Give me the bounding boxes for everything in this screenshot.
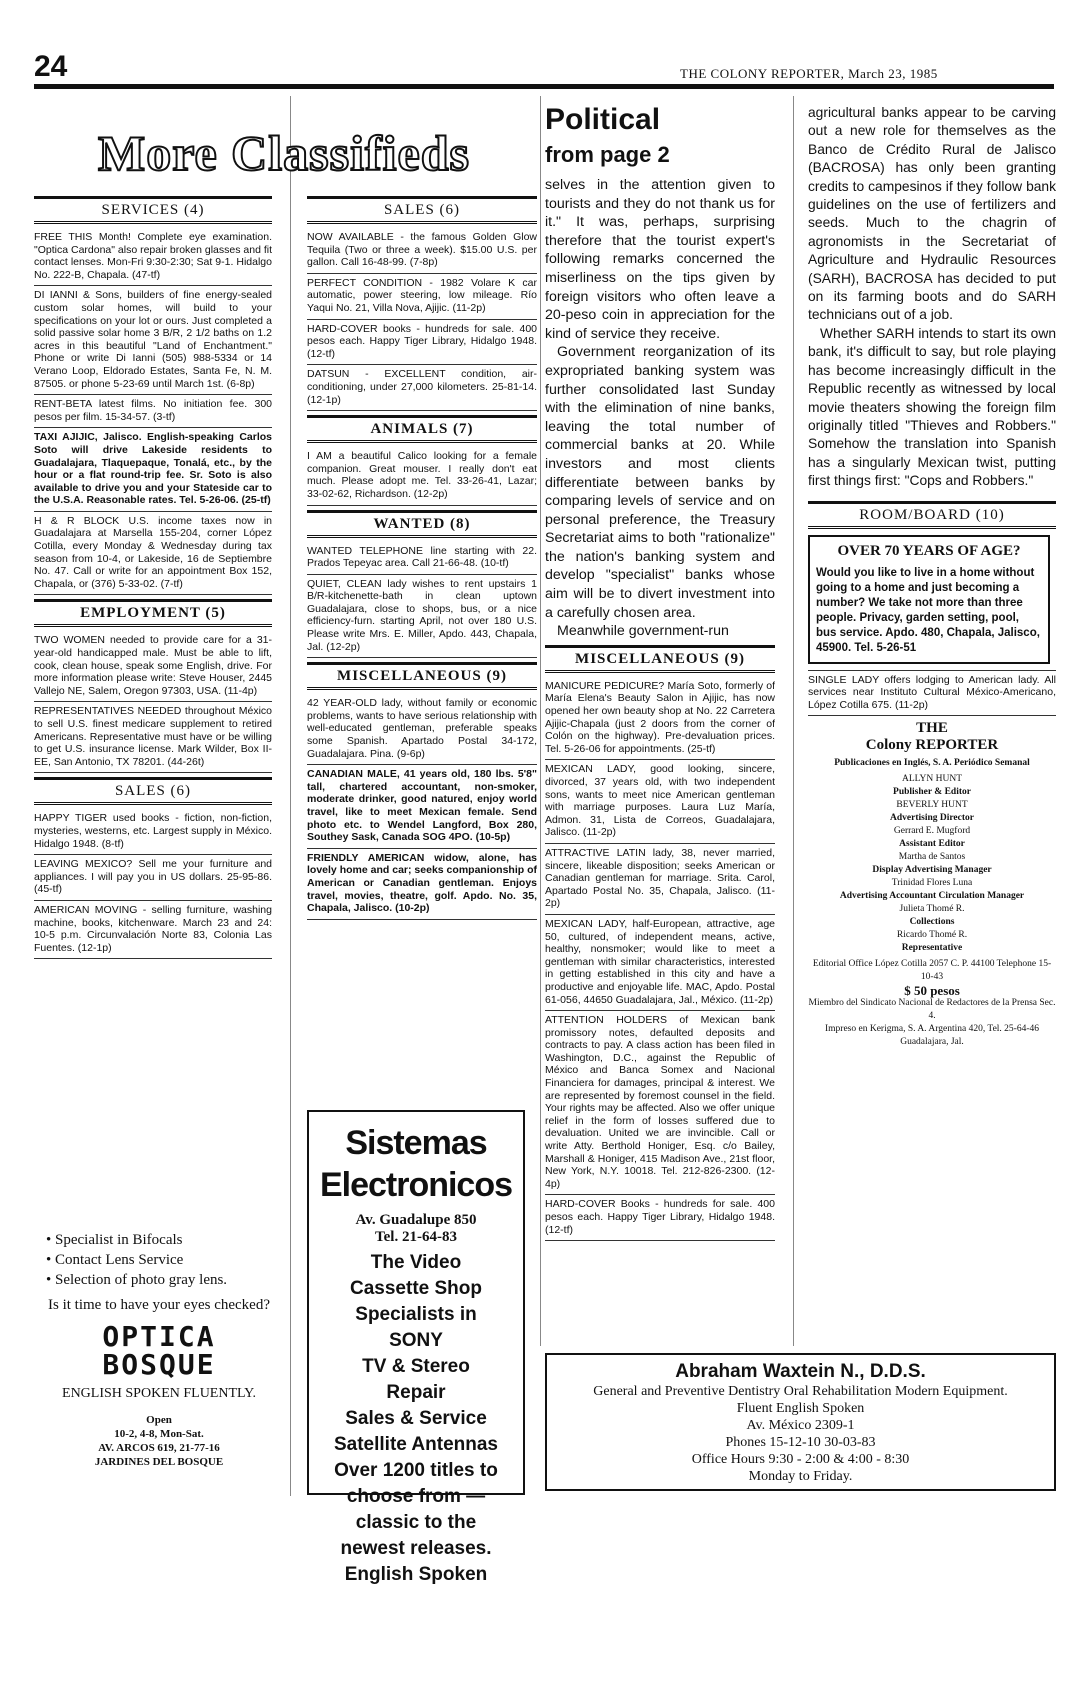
article-paragraph: selves in the attention given to tourists and they do not thank us for it." It was, perhaps, surprising therefore that the tourist expert's following remarks concerned the miserliness on the tips given by foreign visitors who often leave a 20-peso coin in appreciation for the kind of service they receive. (545, 177, 775, 342)
classified-ad: QUIET, CLEAN lady wishes to rent upstairs 1 B/R-kitchenette-bath in clean uptown Guadalajara, close to shops, bus, or a nice efficiency-furn. starting April, not over 180 U.S. Please write Mrs. E. Miller, Apdo. 443, Chapala, Jal. (12-2p) (307, 575, 537, 659)
optica-area: JARDINES DEL BOSQUE (94, 1456, 224, 1468)
article-headline: Political (545, 104, 661, 136)
employment-header: EMPLOYMENT (5) (34, 599, 272, 627)
room-board-header: ROOM/BOARD (10) (808, 501, 1056, 529)
classified-ad: DI IANNI & Sons, builders of fine energy-sealed custom solar homes, will build to your specifications on your lot or ours. Just completed a solid passive solar home 3 B/R, 2 1/2 baths on 1.2 acres in this beautiful "Land of Enchantment." Phone or write Di Ianni (505) 988-5334 or 14 Verano Loop, Eldorado Estates, Santa Fe, N. M. 87505. or phone 5-23-69 until March 1st. (6-8p) (34, 286, 272, 395)
classified-ad: I AM a beautiful Calico looking for a female companion. Great mouser. I really don't eat much. Please adopt me. Tel. 33-26-41, Lazar; 33-02-62, Richardson. (12-2p) (307, 447, 537, 505)
optica-address: AV. ARCOS 619, 21-77-16 (98, 1442, 220, 1454)
column-d (808, 104, 1056, 1344)
optica-open: Open (146, 1414, 172, 1426)
reporter-member: Miembro del Sindicato Nacional de Redactores de la Prensa Sec. 4. (808, 998, 1056, 1022)
staff-name: ALLYN HUNT (902, 774, 962, 785)
optica-service: • Specialist in Bifocals (46, 1230, 280, 1250)
optica-service: • Contact Lens Service (46, 1250, 280, 1270)
sistemas-line: Satellite Antennas (333, 1434, 498, 1455)
staff-role: Display Advertising Manager (872, 865, 992, 876)
sales-header: SALES (6) (307, 196, 537, 224)
wanted-header: WANTED (8) (307, 510, 537, 538)
reporter-office: Editorial Office López Cotilla 2057 C. P. 44100 Telephone 15-10-43 (812, 959, 1052, 983)
classified-ad: DATSUN - EXCELLENT condition, air-conditioning, under 27,000 kilometers. 25-81-14. (12-1p) (307, 365, 537, 411)
top-rule (34, 84, 1054, 89)
classified-ad: HAPPY TIGER used books - fiction, non-fiction, mysteries, westerns, etc. Largest supply in México. Hidalgo 1948. (8-tf) (34, 809, 272, 855)
sistemas-line: Over 1200 titles to (334, 1460, 498, 1481)
sistemas-line: choose from — (346, 1486, 486, 1507)
dentist-phones: Phones 15-12-10 30-03-83 (725, 1435, 876, 1450)
classified-ad: CANADIAN MALE, 41 years old, 180 lbs. 5'8" tall, chartered accountant, non-smoker, moderate drinker, good natured, enjoy world travel, like to meet Mexican female. Send photo etc. to Wendel Langford, Box 280, Southey Sask, Canada SOG 4PO. (10-5p) (307, 765, 537, 849)
reporter-printer: Impreso en Kerigma, S. A. Argentina 420, Tel. 25-64-46 Guadalajara, Jal. (824, 1024, 1040, 1048)
optica-service: • Selection of photo gray lens. (46, 1270, 280, 1290)
classified-ad: REPRESENTATIVES NEEDED throughout México to sell U.S. finest medicare supplement to retired Americans. Representative must have or be willing to get U.S. insurance license. Mark Wilder, Box II-EE, San Antonio, TX 78201. (44-26t) (34, 702, 272, 773)
classified-ad: TAXI AJIJIC, Jalisco. English-speaking Carlos Soto will drive Lakeside residents to Guadalajara, Tlaquepaque, Tonalá, etc., by the hour or a flat round-trip fee. Sr. Soto is also available to drive you and your Stateside car to the U.S.A. Reasonable rates. Tel. 5-26-06. (25-tf) (34, 428, 272, 512)
classified-ad: MEXICAN LADY, half-European, attractive, age 50, cultured, of independent means, active, healthy, nonsmoker; would like to meet a gentleman with similar characteristics, interested in getting established in this city and have a productive and enjoyable life. MAC, Apdo. Postal 61-056, 44650 Guadalajara, Jal., México. (11-2p) (545, 915, 775, 1011)
dentist-address: Av. México 2309-1 (746, 1418, 855, 1433)
classified-ad: SINGLE LADY offers lodging to American lady. All services near Instituto Cultural México-Americano, López Cotilla 675. (11-2p) (808, 670, 1056, 717)
dentist-ad (545, 1353, 1056, 1491)
animals-header: ANIMALS (7) (307, 415, 537, 443)
staff-name: Trinidad Flores Luna (891, 878, 973, 889)
classified-ad: RENT-BETA latest films. No initiation fee. 300 pesos per film. 15-34-57. (3-tf) (34, 395, 272, 428)
classified-ad: 42 YEAR-OLD lady, without family or economic problems, wants to have serious relationship with well-educated gentleman, preferable speaks some Spanish. Apartado Postal 34-172, Guadalajara. Pina. (9-6p) (307, 694, 537, 765)
optica-english: ENGLISH SPOKEN FLUENTLY. (62, 1386, 256, 1401)
classified-ad: LEAVING MEXICO? Sell me your furniture and appliances. I will pay you in US dollars. 25-95-86. (45-tf) (34, 855, 272, 901)
staff-role: Advertising Director (890, 813, 974, 824)
classified-ad: H & R BLOCK U.S. income taxes now in Guadalajara at Marsella 155-204, corner López Cotilla, every Monday & Wednesday during tax season from 10-4, or Lakeside, 16 de Septiembre No. 47. Call or write for an appointment Box 152, Chapala, or (376) 5-33-02. (7-tf) (34, 512, 272, 596)
column-divider (540, 96, 541, 1346)
staff-role: Representative (901, 943, 963, 954)
staff-name: BEVERLY HUNT (896, 800, 968, 811)
misc-header: MISCELLANEOUS (9) (545, 645, 775, 673)
services-header: SERVICES (4) (34, 196, 272, 224)
sistemas-line: English Spoken (344, 1564, 488, 1585)
classified-ad: AMERICAN MOVING - selling furniture, washing machine, books, kitchenware. March 23 and 24: 10-5 p.m. Circunvalación Norte 83, Colonia Las Fuentes. (12-1p) (34, 901, 272, 959)
over-70-title: OVER 70 YEARS OF AGE? (837, 542, 1021, 559)
dentist-services: General and Preventive Dentistry Oral Rehabilitation Modern Equipment. (593, 1384, 1008, 1399)
misc-header: MISCELLANEOUS (9) (307, 662, 537, 690)
classified-ad: FRIENDLY AMERICAN widow, alone, has lovely home and car; seeks companionship of American or Canadian gentleman. Enjoys travel, movies, theatre, golf. Apdo. No. 35, Chapala, Jalisco. (10-2p) (307, 849, 537, 920)
dentist-name: Abraham Waxtein N., D.D.S. (675, 1361, 926, 1382)
reporter-the: THE (916, 720, 948, 737)
staff-role: Collections (909, 917, 955, 928)
reporter-tagline: Publicaciones en Inglés, S. A. Periódico Semanal (834, 758, 1030, 769)
sistemas-line: TV & Stereo (362, 1356, 470, 1377)
staff-name: Ricardo Thomé R. (896, 930, 968, 941)
column-b (307, 192, 537, 1102)
sistemas-line: SONY (389, 1330, 443, 1351)
staff-role: Assistant Editor (899, 839, 965, 850)
optica-ad (34, 1230, 284, 1500)
classified-ad: HARD-COVER books - hundreds for sale. 400 pesos each. Happy Tiger Library, Hidalgo 1948. (12-tf) (307, 320, 537, 366)
article-body (808, 104, 1056, 491)
article-paragraph: Whether SARH intends to start its own bank, it's difficult to say, but role playing has become increasingly difficult in the Republic recently as witnessed by local movie theaters showing the foreign film originally titled "Thieves and Robbers." Somehow the translation into Spanish has a singularly Mexican twist, putting first things first: "Cops and Robbers." (808, 325, 1056, 489)
classified-ad: FREE THIS Month! Complete eye examination. "Optica Cardona" also repair broken glasses and fit contact lenses. Mon-Fri 9:30-2:30; Sat 9-1. Hidalgo No. 222-B, Chapala. (47-tf) (34, 228, 272, 286)
staff-name: Gerrard E. Mugford (893, 826, 971, 837)
classified-ad: ATTRACTIVE LATIN lady, 38, never married, sincere, likeable disposition; seeks American or Canadian gentleman for marriage. Srita. Carol, Apartado Postal No. 35, Chapala, Jalisco. (11-2p) (545, 844, 775, 915)
sistemas-line: Specialists in (355, 1304, 477, 1325)
optica-hours: 10-2, 4-8, Mon-Sat. (114, 1428, 204, 1440)
column-a (34, 192, 272, 959)
classified-ad: WANTED TELEPHONE line starting with 22. Prados Tepeyac area. Call 21-66-48. (10-tf) (307, 542, 537, 575)
sistemas-line: The Video (370, 1252, 462, 1273)
over-70-body: Would you like to live in a home without going to a home and just becoming a number? We take not more than three people. Privacy, garden setting, pool, bus service. Apdo. 480, Chapala, Jalisco, 45900. Tel. 5-26-51 (816, 566, 1040, 654)
sistemas-line: Repair (386, 1382, 446, 1403)
staff-name: Martha de Santos (898, 852, 966, 863)
article-body (545, 176, 775, 641)
dentist-hours: Office Hours 9:30 - 2:00 & 4:00 - 8:30 (691, 1452, 910, 1467)
optica-logo-bottom: BOSQUE (102, 1348, 216, 1381)
optica-logo (34, 1320, 284, 1381)
column-c (545, 104, 775, 1344)
publication-masthead: THE COLONY REPORTER, March 23, 1985 (680, 66, 938, 81)
article-paragraph: Meanwhile government-run (557, 623, 729, 640)
dentist-days: Monday to Friday. (748, 1469, 853, 1484)
sistemas-line: classic to the (355, 1512, 477, 1533)
staff-name: Julieta Thomé R. (899, 904, 965, 915)
sales-header: SALES (6) (34, 777, 272, 805)
classified-ad: TWO WOMEN needed to provide care for a 31-year-old handicapped male. Must be able to lift, cook, clean house, speak some English, drive. For more information please write: Steve Houser, 2445 Vallejo NE, Salem, Oregon 97303, USA. (11-4p) (34, 631, 272, 702)
sistemas-line: Sales & Service (345, 1408, 487, 1429)
sistemas-line: newest releases. (340, 1538, 492, 1559)
classified-ad: PERFECT CONDITION - 1982 Volare K car automatic, power steering, low mileage. Río Yaqui No. 21, Villa Nova, Ajijic. (11-2p) (307, 274, 537, 320)
page-number: 24 (34, 50, 68, 83)
staff-role: Publisher & Editor (893, 787, 971, 798)
sistemas-ad (307, 1110, 525, 1585)
classified-ad: MEXICAN LADY, good looking, sincere, divorced, 37 years old, with two independent sons, wants to meet nice American gentleman with marriage purposes. Laura Luz María, Admon. 31, Lista de Correos, Guadalajara, Jalisco. (11-2p) (545, 760, 775, 844)
sistemas-title: Electronicos (319, 1166, 513, 1204)
column-divider (290, 96, 291, 1496)
reporter-staff-box (808, 720, 1056, 1049)
section-title: More Classifieds (98, 125, 470, 181)
sistemas-line: Cassette Shop (350, 1278, 482, 1299)
reporter-name: Colony REPORTER (865, 737, 999, 754)
reporter-price: $ 50 pesos (904, 983, 960, 999)
article-paragraph: Government reorganization of its expropriated banking system was further consolidated last Sunday with the elimination of nine banks, leaving the total number of commercial banks at 20. While investors and most clients differentiate between banks by comparing levels of service and on personal preference, the Treasury Secretariat aims to both "rationalize" the nation's banking system and develop "specialist" banks whose aim will be to divert investment into a carefully chosen area. (545, 344, 775, 621)
dentist-english: Fluent English Spoken (736, 1401, 865, 1416)
over-70-ad (808, 535, 1050, 664)
classified-ad: NOW AVAILABLE - the famous Golden Glow Tequila (Two or three a week). $15.00 U.S. per gallon. Call 16-48-99. (7-8p) (307, 228, 537, 274)
staff-role: Advertising Accountant Circulation Manager (839, 891, 1025, 902)
column-divider (793, 96, 794, 1346)
classified-ad: ATTENTION HOLDERS of Mexican bank promissory notes, defaulted deposits and contracts to pay. A class action has been filed in Washington, D.C., against the Republic of México and Banca Somex and Nacional Financiera for damages, principal & interest. We are represented by foremost counsel in the field. Your rights may be affected. Also we offer unique relief in the form of losses suffered due to devaluation. United we are invincible. Call or write Atty. Berthold Honiger, Esq. c/o Bailey, Marshall & Honiger, 415 Madison Ave., 21st floor, New York, N.Y. 10018. Tel. 212-826-2300. (12-4p) (545, 1011, 775, 1195)
sistemas-address: Av. Guadalupe 850 (355, 1212, 477, 1228)
sistemas-tel: Tel. 21-64-83 (375, 1229, 457, 1245)
optica-question: Is it time to have your eyes checked? (48, 1297, 270, 1313)
article-continued: from page 2 (545, 142, 670, 167)
classified-ad: MANICURE PEDICURE? María Soto, formerly of María Elena's Beauty Salon in Ajijic, has now opened her own beauty shop at No. 22 Carretera Ajijic-Chapala (just 2 doors from the corner of Colón on the highway). Pre-devaluation prices. Tel. 5-26-06 for appointments. (25-tf) (545, 677, 775, 761)
article-paragraph: agricultural banks appear to be carving out a new role for themselves as the Banco de Crédito Rural de Jalisco (BACROSA) has only been granting credits to campesinos if they follow bank guidelines on the use of fertilizers and seeds. Much to the chagrin of agronomists in the Secretariat of Agriculture and Hydraulic Resources (SARH), BACROSA has decided to put on its farming boots and do SARH technicians out of a job. (808, 105, 1056, 323)
optica-logo-top: OPTICA (102, 1320, 216, 1353)
sistemas-title: Sistemas (345, 1124, 487, 1162)
classified-ad: HARD-COVER Books - hundreds for sale. 400 pesos each. Happy Tiger Library, Hidalgo 1948. (12-tf) (545, 1195, 775, 1241)
